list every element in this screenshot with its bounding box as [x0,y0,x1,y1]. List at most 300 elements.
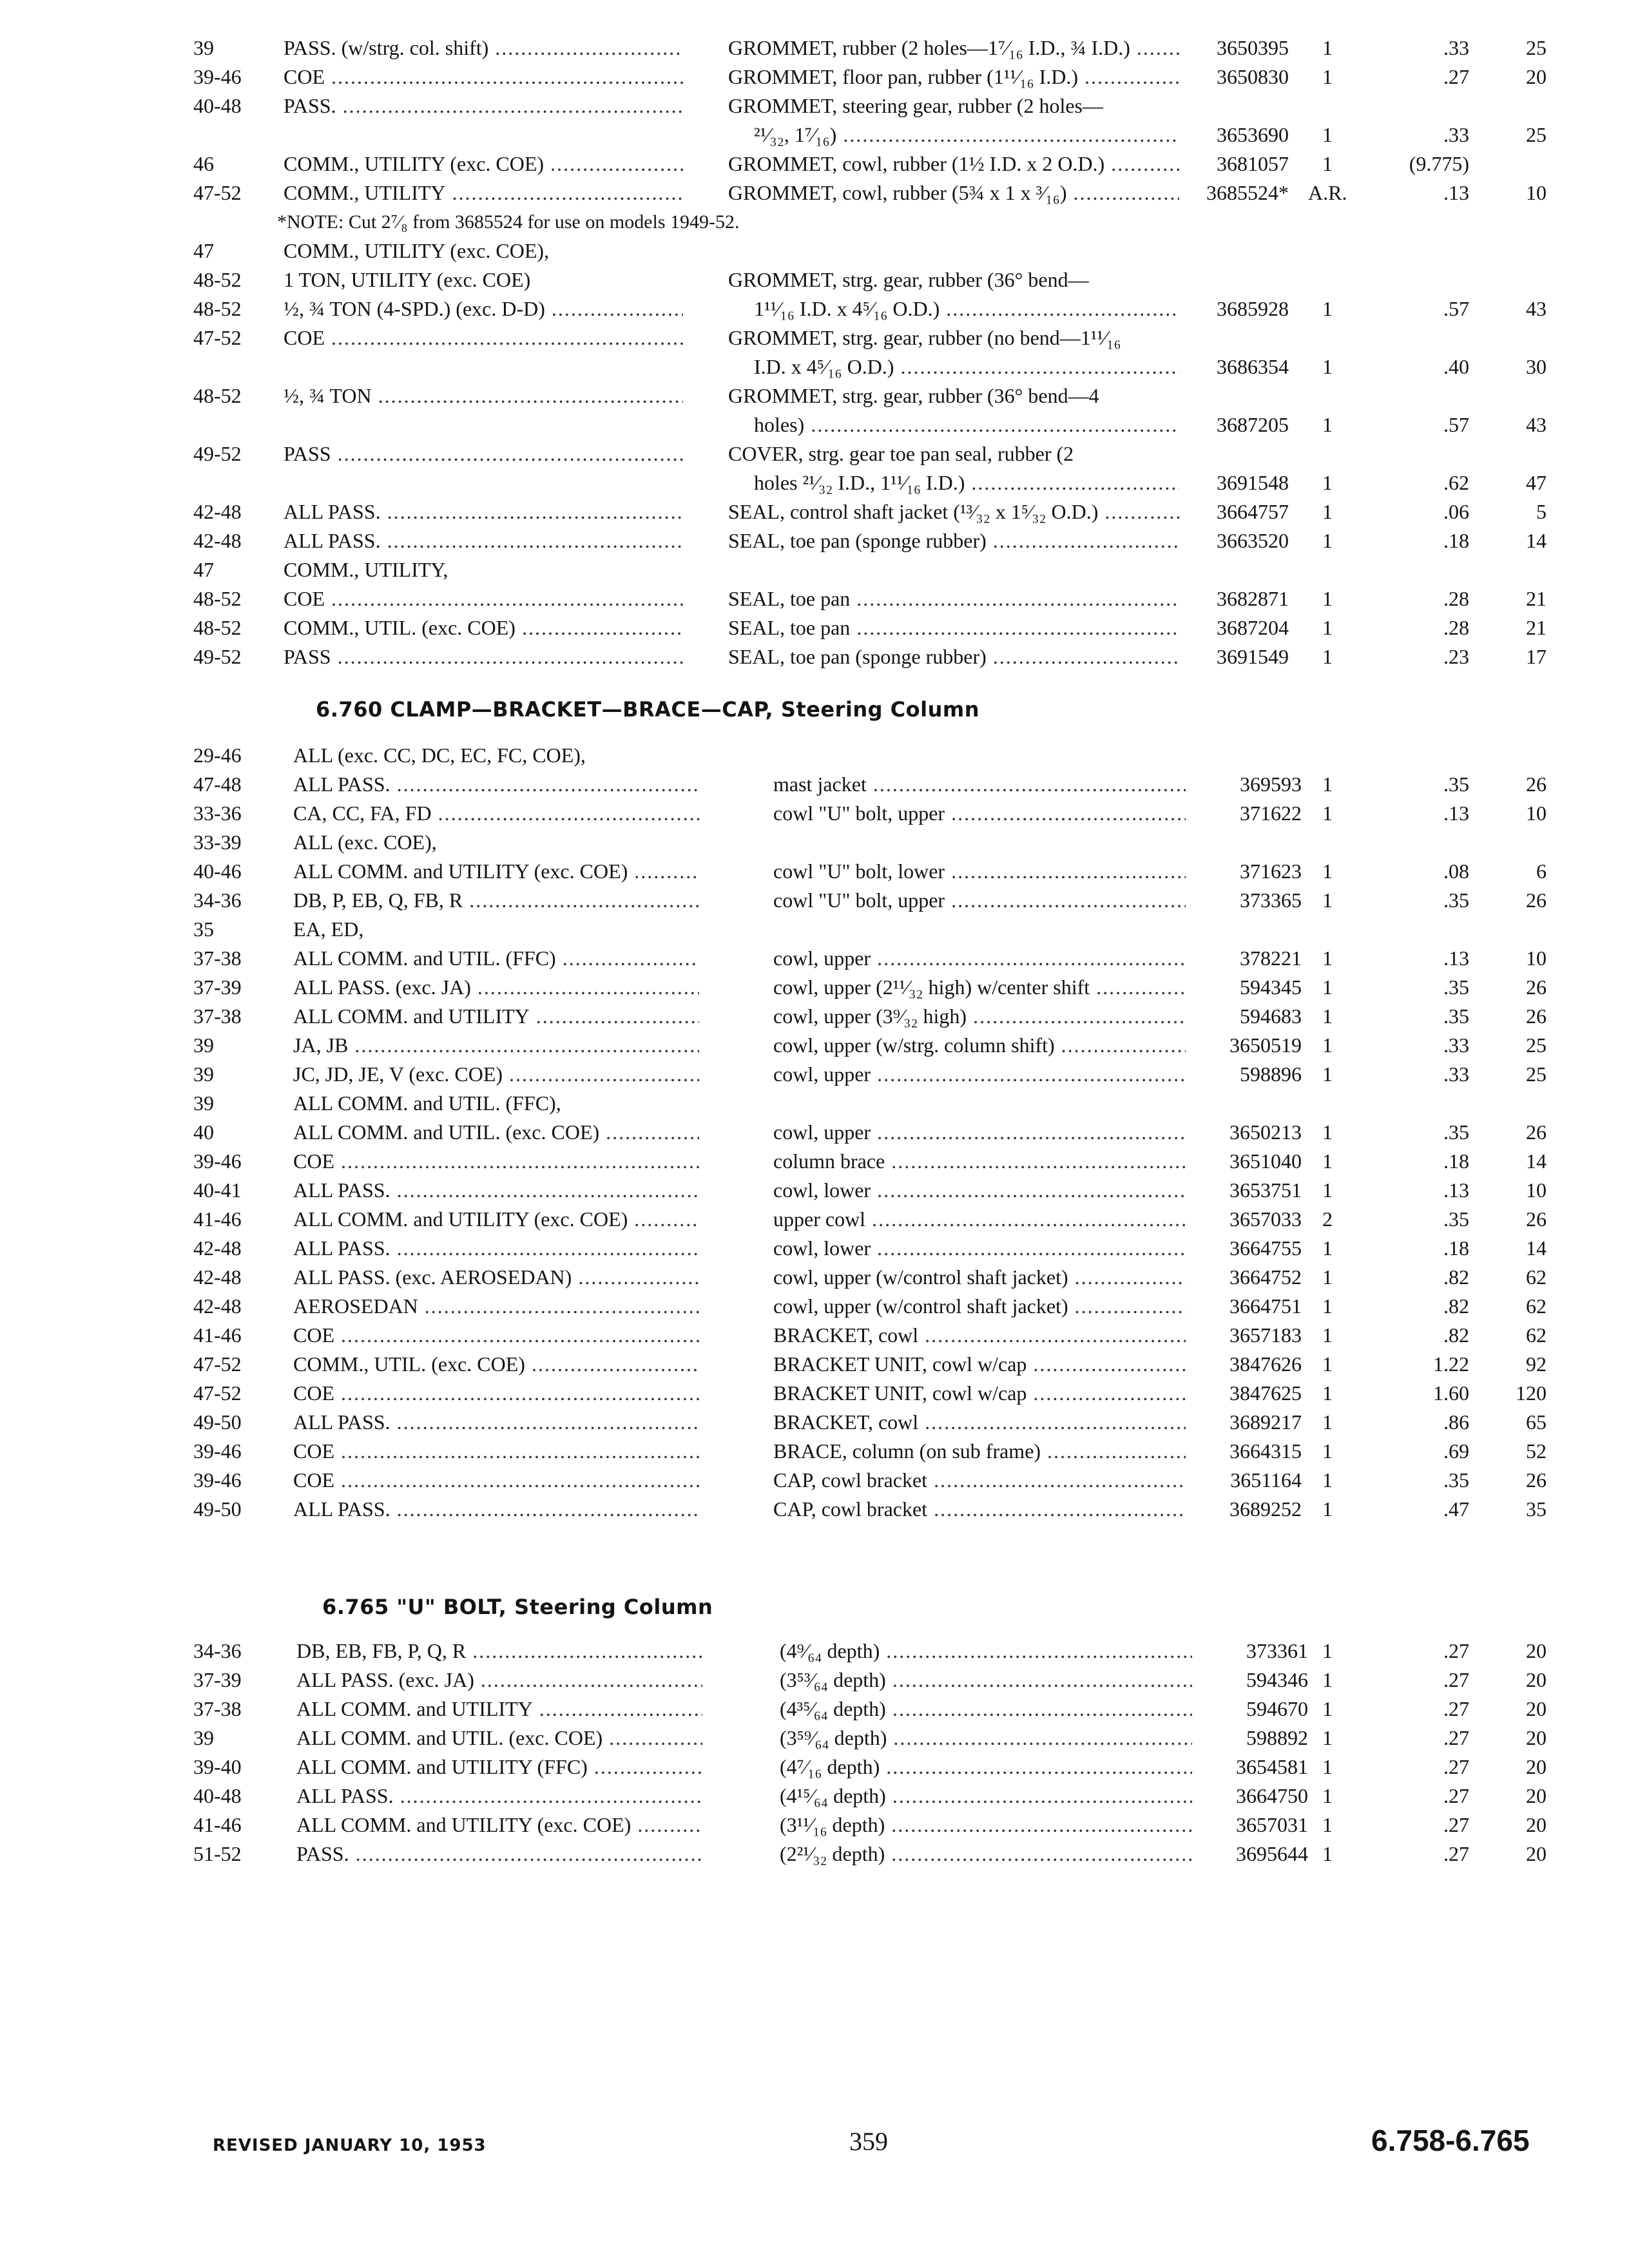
table-row [193,1437,1547,1466]
year-range: 39 [193,1033,214,1057]
quantity: 1 [1322,152,1333,175]
flat-rate: 25 [1526,1033,1547,1057]
flat-rate: 20 [1526,65,1547,88]
model-applicability: COMM., UTIL. (exc. COE) ..... [293,1350,699,1379]
year-range: 40-46 [193,860,242,883]
part-number: 594345 [1240,975,1302,999]
part-number: 3651040 [1229,1149,1302,1173]
part-number: 3687205 [1217,413,1289,436]
table-row [193,439,1547,497]
year-range: 48-52 [193,587,242,610]
table-row [193,886,1547,915]
table-row [193,1724,1547,1753]
year-range: 41-46 [193,1813,242,1836]
year-range: 39-46 [193,1439,242,1463]
year-range: 48-52 [193,384,242,407]
list-price: .06 [1443,500,1469,523]
model-applicability: DB, EB, FB, P, Q, R ..... [296,1637,702,1666]
model-applicability: ALL COMM. and UTILITY ..... [293,1002,699,1031]
quantity: 1 [1322,1497,1333,1521]
model-applicability: ALL COMM. and UTIL. (exc. COE) ..... [296,1724,702,1753]
flat-rate: 20 [1526,1726,1547,1749]
part-description: holes) ..... [754,410,1179,439]
part-description: BRACKET UNIT, cowl w/cap ..... [773,1379,1186,1408]
flat-rate: 14 [1526,529,1547,552]
list-price: .27 [1443,1726,1469,1749]
list-price: .27 [1443,1639,1469,1662]
part-description: BRACE, column (on sub frame) ..... [773,1437,1186,1466]
year-range: 37-38 [193,947,242,970]
model-applicability: ALL PASS. ..... [284,497,683,526]
part-number: 373361 [1246,1639,1308,1662]
model-applicability: ALL COMM. and UTILITY ..... [296,1695,702,1724]
part-number: 3664757 [1217,500,1289,523]
table-row [193,1292,1547,1321]
quantity: 1 [1322,587,1333,610]
part-number: 3650213 [1229,1120,1302,1144]
flat-rate: 10 [1526,181,1547,204]
model-applicability: CA, CC, FA, FD ..... [293,799,699,828]
list-price: .28 [1443,587,1469,610]
table-row [193,1350,1547,1379]
part-number: 3657031 [1236,1813,1308,1836]
flat-rate: 20 [1526,1842,1547,1865]
flat-rate: 14 [1526,1149,1547,1173]
list-price: .13 [1443,947,1469,970]
part-description: ²¹⁄₃₂, 1⁷⁄₁₆) ..... [754,120,1179,149]
flat-rate: 10 [1526,947,1547,970]
quantity: 1 [1322,773,1333,796]
model-applicability: ALL PASS. ..... [293,770,699,799]
model-applicability: ALL PASS. ..... [293,1176,699,1205]
flat-rate: 10 [1526,1178,1547,1202]
model-applicability: COMM., UTIL. (exc. COE) ..... [284,613,683,642]
part-description: cowl, upper ..... [773,944,1186,973]
flat-rate: 43 [1526,413,1547,436]
year-range: 47-52 [193,1381,242,1405]
part-number: 3691549 [1217,645,1289,668]
model-applicability: COE ..... [284,323,683,352]
part-description: (4⁷⁄₁₆ depth) ..... [780,1753,1192,1782]
model-applicability: COE ..... [284,62,683,91]
part-description: I.D. x 4⁵⁄₁₆ O.D.) ..... [754,352,1179,381]
part-description: (4⁹⁄₆₄ depth) ..... [780,1637,1192,1666]
flat-rate: 62 [1526,1323,1547,1347]
list-price: .18 [1443,1149,1469,1173]
year-range: 40-48 [193,94,242,117]
table-row [193,613,1547,642]
table-row [193,207,1534,236]
part-description: GROMMET, strg. gear, rubber (36° bend—4 [728,384,1099,407]
table-row [193,1753,1547,1782]
year-range: 49-52 [193,442,242,465]
model-applicability: ALL COMM. and UTIL. (exc. COE) ..... [293,1118,699,1147]
flat-rate: 14 [1526,1236,1547,1260]
flat-rate: 43 [1526,297,1547,320]
flat-rate: 20 [1526,1639,1547,1662]
table-row [193,799,1547,828]
flat-rate: 20 [1526,1697,1547,1720]
quantity: 1 [1322,1062,1333,1086]
table-row [193,1263,1547,1292]
list-price: .35 [1443,889,1469,912]
part-number: 594670 [1246,1697,1308,1720]
year-range: 39-46 [193,65,242,88]
flat-rate: 5 [1536,500,1547,523]
year-range: 42-48 [193,1236,242,1260]
year-range: 49-50 [193,1497,242,1521]
list-price: .13 [1443,1178,1469,1202]
quantity: 1 [1322,860,1333,883]
year-range: 48-52 [193,268,242,291]
year-range: 42-48 [193,529,242,552]
part-description: cowl, lower ..... [773,1234,1186,1263]
model-applicability: DB, P, EB, Q, FB, R ..... [293,886,699,915]
part-description: GROMMET, rubber (2 holes—1⁷⁄₁₆ I.D., ¾ I.D.) ..... [728,34,1179,62]
model-applicability: ALL COMM. and UTILITY (exc. COE) ..... [293,857,699,886]
model-applicability: COMM., UTILITY, [284,558,448,581]
table-row [193,1234,1547,1263]
quantity: 1 [1322,1726,1333,1749]
list-price: .27 [1443,1697,1469,1720]
year-range: 48-52 [193,616,242,639]
list-price: .82 [1443,1323,1469,1347]
list-price: .27 [1443,1784,1469,1807]
year-range: 47 [193,558,214,581]
table-row [193,584,1547,613]
table-row [193,236,1534,265]
model-applicability: ALL COMM. and UTIL. (FFC) ..... [293,944,699,973]
year-range: 47-48 [193,773,242,796]
model-applicability: ALL PASS. ..... [296,1782,702,1811]
list-price: .27 [1443,1813,1469,1836]
quantity: 1 [1322,36,1333,59]
part-description: cowl, upper (w/control shaft jacket) ..... [773,1292,1186,1321]
list-price: .33 [1443,123,1469,146]
list-price: .27 [1443,1842,1469,1865]
quantity: 1 [1322,645,1333,668]
flat-rate: 47 [1526,471,1547,494]
table-row [193,1321,1547,1350]
model-applicability: COE ..... [293,1437,699,1466]
quantity: 1 [1322,1755,1333,1778]
table-row [193,1811,1547,1840]
part-number: 3847625 [1229,1381,1302,1405]
part-description: GROMMET, cowl, rubber (5¾ x 1 x ³⁄₁₆) ..... [728,178,1179,207]
table-row [193,265,1547,323]
quantity: 1 [1322,1004,1333,1028]
model-applicability: PASS ..... [284,642,683,671]
part-number: 3682871 [1217,587,1289,610]
part-number: 371623 [1240,860,1302,883]
part-description: cowl "U" bolt, upper ..... [773,799,1186,828]
table-row [193,1176,1547,1205]
part-number: 3689252 [1229,1497,1302,1521]
flat-rate: 25 [1526,1062,1547,1086]
list-price: .33 [1443,36,1469,59]
table-row [193,555,1534,584]
year-range: 39 [193,1062,214,1086]
year-range: 33-36 [193,802,242,825]
table-row [193,323,1547,381]
part-description: GROMMET, cowl, rubber (1½ I.D. x 2 O.D.) ..... [728,149,1179,178]
year-range: 39 [193,36,214,59]
model-applicability: ALL PASS. ..... [293,1408,699,1437]
model-applicability: JA, JB ..... [293,1031,699,1060]
table-row [193,741,1534,770]
flat-rate: 6 [1536,860,1547,883]
model-applicability: COE ..... [284,584,683,613]
year-range: 34-36 [193,1639,242,1662]
part-number: 3651164 [1230,1468,1302,1492]
part-number: 369593 [1240,773,1302,796]
part-number: 3691548 [1217,471,1289,494]
part-description: cowl "U" bolt, lower ..... [773,857,1186,886]
part-number: 3689217 [1229,1410,1302,1434]
flat-rate: 10 [1526,802,1547,825]
flat-rate: 26 [1526,889,1547,912]
year-range: 42-48 [193,1265,242,1289]
quantity: 1 [1322,1668,1333,1691]
part-description: cowl, lower ..... [773,1176,1186,1205]
quantity: 1 [1322,616,1333,639]
table-row [193,770,1547,799]
part-description: 1¹¹⁄₁₆ I.D. x 4⁵⁄₁₆ O.D.) ..... [754,294,1179,323]
flat-rate: 26 [1526,975,1547,999]
part-number: 3657183 [1229,1323,1302,1347]
table-row [193,381,1547,439]
quantity: 1 [1322,1468,1333,1492]
list-price: .18 [1443,1236,1469,1260]
part-description: (4¹⁵⁄₆₄ depth) ..... [780,1782,1192,1811]
quantity: 1 [1322,123,1333,146]
section-title-6-765: 6.765 "U" BOLT, Steering Column [322,1595,713,1619]
year-range: 37-38 [193,1697,242,1720]
quantity: 1 [1322,500,1333,523]
flat-rate: 35 [1526,1497,1547,1521]
year-range: 40 [193,1120,214,1144]
table-row [193,526,1547,555]
list-price: .82 [1443,1294,1469,1318]
flat-rate: 26 [1526,773,1547,796]
table-row [193,828,1534,857]
flat-rate: 20 [1526,1784,1547,1807]
year-range: 40-48 [193,1784,242,1807]
part-number: 3681057 [1217,152,1289,175]
part-number: 3685928 [1217,297,1289,320]
part-number: 594683 [1240,1004,1302,1028]
year-range: 39-46 [193,1149,242,1173]
list-price: 1.60 [1433,1381,1469,1405]
part-description: cowl, upper (3⁹⁄₃₂ high) ..... [773,1002,1186,1031]
part-description: CAP, cowl bracket ..... [773,1495,1186,1524]
list-price: .69 [1443,1439,1469,1463]
flat-rate: 26 [1526,1207,1547,1231]
list-price: .35 [1443,1120,1469,1144]
list-price: .27 [1443,1668,1469,1691]
table-row [193,1118,1547,1147]
model-applicability: COE ..... [293,1147,699,1176]
quantity: 1 [1322,1033,1333,1057]
part-number: 371622 [1240,802,1302,825]
quantity: 1 [1322,1842,1333,1865]
year-range: 41-46 [193,1207,242,1231]
list-price: .40 [1443,355,1469,378]
part-number: 3650395 [1217,36,1289,59]
footnote: *NOTE: Cut 2⁷⁄₈ from 3685524 for use on models 1949-52. [277,211,740,233]
part-description: mast jacket ..... [773,770,1186,799]
year-range: 39-46 [193,1468,242,1492]
part-number: 594346 [1246,1668,1308,1691]
table-row [193,1089,1534,1118]
list-price: .28 [1443,616,1469,639]
part-number: 3664755 [1229,1236,1302,1260]
flat-rate: 26 [1526,1468,1547,1492]
model-applicability: ALL (exc. CC, DC, EC, FC, COE), [293,744,586,767]
flat-rate: 62 [1526,1294,1547,1318]
quantity: 1 [1322,889,1333,912]
quantity: 1 [1322,1410,1333,1434]
table-row [193,91,1547,149]
quantity: 1 [1322,65,1333,88]
part-description: SEAL, toe pan (sponge rubber) ..... [728,642,1179,671]
year-range: 33-39 [193,831,242,854]
section-title-6-760: 6.760 CLAMP—BRACKET—BRACE—CAP, Steering Column [316,697,979,722]
model-applicability: COE ..... [293,1321,699,1350]
year-range: 41-46 [193,1323,242,1347]
part-number: 598892 [1246,1726,1308,1749]
model-applicability: ALL PASS. (exc. AEROSEDAN) ..... [293,1263,699,1292]
part-number: 3653690 [1217,123,1289,146]
list-price: (9.775) [1409,152,1469,175]
part-description: (3⁵³⁄₆₄ depth) ..... [780,1666,1192,1695]
quantity: 1 [1322,471,1333,494]
part-description: (4³⁵⁄₆₄ depth) ..... [780,1695,1192,1724]
list-price: .35 [1443,1468,1469,1492]
flat-rate: 52 [1526,1439,1547,1463]
year-range: 42-48 [193,500,242,523]
part-description: SEAL, toe pan (sponge rubber) ..... [728,526,1179,555]
part-description: upper cowl ..... [773,1205,1186,1234]
part-description: BRACKET UNIT, cowl w/cap ..... [773,1350,1186,1379]
part-number: 3685524* [1206,181,1289,204]
quantity: 1 [1322,1178,1333,1202]
part-description: SEAL, toe pan ..... [728,613,1179,642]
model-applicability: PASS. (w/strg. col. shift) ..... [284,34,683,62]
year-range: 49-50 [193,1410,242,1434]
part-description: cowl, upper ..... [773,1060,1186,1089]
year-range: 42-48 [193,1294,242,1318]
model-applicability: ALL COMM. and UTILITY (exc. COE) ..... [296,1811,702,1840]
part-number: 3847626 [1229,1352,1302,1376]
part-description: GROMMET, strg. gear, rubber (no bend—1¹¹⁄₁₆ [728,326,1121,349]
section-range: 6.758-6.765 [1371,2124,1530,2157]
quantity: 2 [1322,1207,1333,1231]
quantity: 1 [1322,413,1333,436]
year-range: 39 [193,1091,214,1115]
year-range: 48-52 [193,297,242,320]
model-applicability: ALL PASS. ..... [293,1495,699,1524]
model-applicability: ALL PASS. ..... [284,526,683,555]
revised-date: REVISED JANUARY 10, 1953 [213,2136,487,2155]
part-number: 3654581 [1236,1755,1308,1778]
list-price: .27 [1443,65,1469,88]
table-row [193,1666,1547,1695]
list-price: .27 [1443,1755,1469,1778]
quantity: 1 [1322,1381,1333,1405]
year-range: 47-52 [193,1352,242,1376]
part-description: CAP, cowl bracket ..... [773,1466,1186,1495]
table-row [193,34,1547,62]
model-applicability: COMM., UTILITY (exc. COE) ..... [284,149,683,178]
model-applicability: COMM., UTILITY (exc. COE), [284,239,550,262]
quantity: 1 [1322,1784,1333,1807]
model-applicability: ALL (exc. COE), [293,831,437,854]
list-price: .57 [1443,297,1469,320]
table-row [193,1002,1547,1031]
year-range: 29-46 [193,744,242,767]
table-row [193,1495,1547,1524]
table-row [193,973,1547,1002]
flat-rate: 17 [1526,645,1547,668]
flat-rate: 21 [1526,616,1547,639]
quantity: 1 [1322,1149,1333,1173]
quantity: 1 [1322,947,1333,970]
table-row [193,1840,1547,1869]
part-description: holes ²¹⁄₃₂ I.D., 1¹¹⁄₁₆ I.D.) ..... [754,468,1179,497]
year-range: 37-38 [193,1004,242,1028]
model-applicability: COE ..... [293,1379,699,1408]
model-applicability: PASS. ..... [296,1840,702,1869]
flat-rate: 20 [1526,1755,1547,1778]
quantity: 1 [1322,1697,1333,1720]
part-number: 3653751 [1229,1178,1302,1202]
flat-rate: 20 [1526,1668,1547,1691]
quantity: 1 [1322,975,1333,999]
table-row [193,1060,1547,1089]
quantity: 1 [1322,1439,1333,1463]
flat-rate: 120 [1516,1381,1547,1405]
part-number: 3664752 [1229,1265,1302,1289]
model-applicability: ALL PASS. (exc. JA) ..... [296,1666,702,1695]
part-number: 3686354 [1217,355,1289,378]
part-description: (2²¹⁄₃₂ depth) ..... [780,1840,1192,1869]
model-applicability: ALL PASS. ..... [293,1234,699,1263]
year-range: 46 [193,152,214,175]
part-description: SEAL, control shaft jacket (¹³⁄₃₂ x 1⁵⁄₃₂ O.D.) ..... [728,497,1179,526]
flat-rate: 92 [1526,1352,1547,1376]
flat-rate: 26 [1526,1004,1547,1028]
part-description: GROMMET, floor pan, rubber (1¹¹⁄₁₆ I.D.) ..... [728,62,1179,91]
list-price: .33 [1443,1033,1469,1057]
part-number: 3664315 [1229,1439,1302,1463]
model-applicability: JC, JD, JE, V (exc. COE) ..... [293,1060,699,1089]
table-row [193,857,1547,886]
flat-rate: 25 [1526,36,1547,59]
list-price: .13 [1443,802,1469,825]
part-number: 3695644 [1236,1842,1308,1865]
table-row [193,1379,1547,1408]
list-price: .35 [1443,773,1469,796]
part-number: 3657033 [1229,1207,1302,1231]
year-range: 47 [193,239,214,262]
quantity: 1 [1322,802,1333,825]
quantity: 1 [1322,1120,1333,1144]
list-price: .57 [1443,413,1469,436]
part-description: cowl "U" bolt, upper ..... [773,886,1186,915]
table-row [193,944,1547,973]
part-description: BRACKET, cowl ..... [773,1408,1186,1437]
